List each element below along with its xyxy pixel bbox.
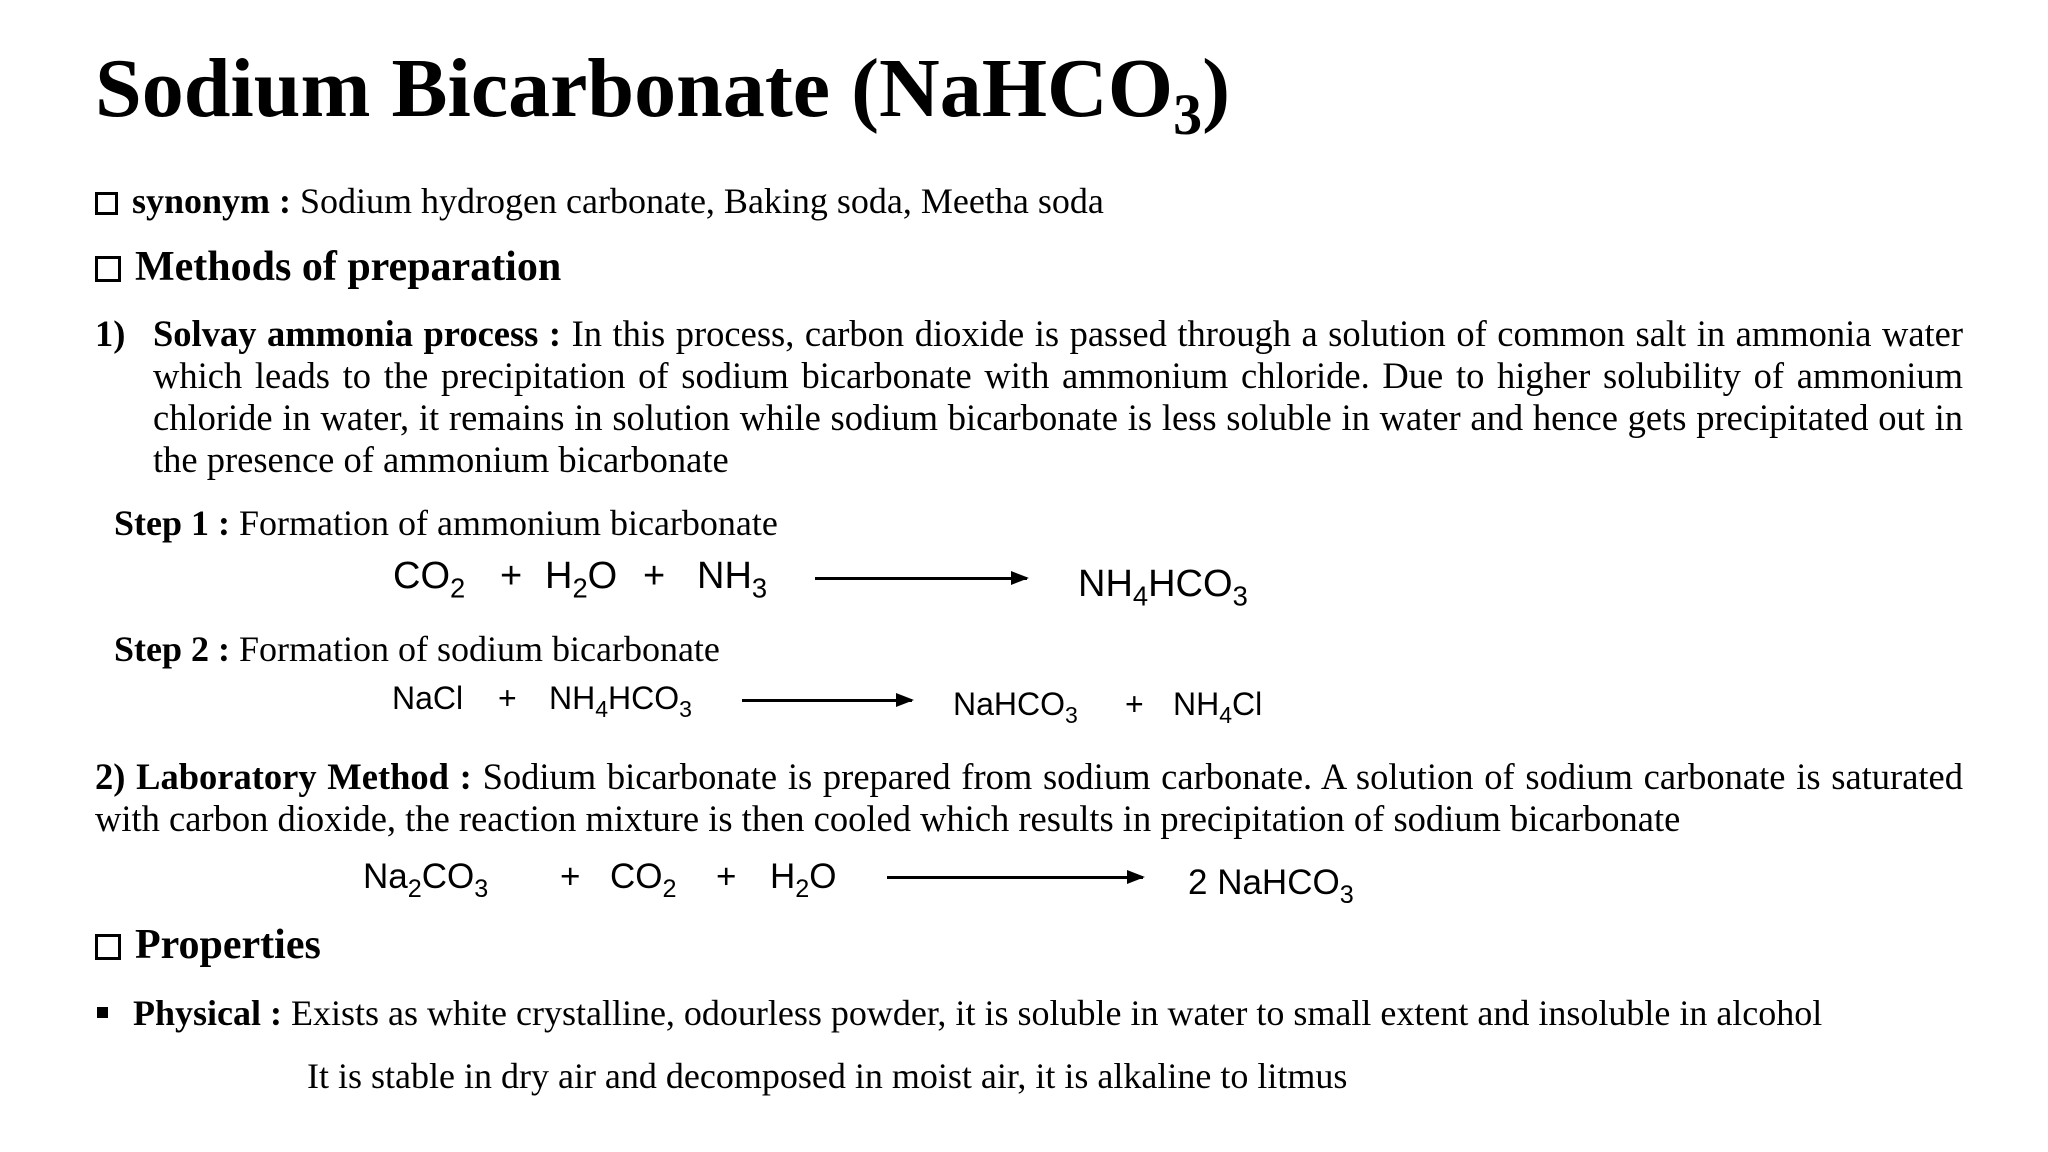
checkbox-bullet-icon [95, 934, 121, 960]
reaction-arrow-icon [815, 577, 1027, 580]
eq3-plus: + [560, 857, 581, 896]
eq1-reactant-h2o: $H_2O$ [545, 555, 618, 604]
eq1-plus: + [500, 555, 523, 597]
method-1-paragraph: Solvay ammonia process : In this process, carbon dioxide is passed through a solution of common salt in ammonia water which leads to the precipitation of sodium bicarbonate with ammonium chloride. Due to higher solubility of ammonium chloride in water, it remains in solution while sodium bicarbonate is less soluble in water and hence gets precipitated out in the presence of ammonium bicarbonate [153, 313, 1964, 480]
eq3-reactant-co2: $CO_2$ [610, 857, 677, 903]
eq1-product: $NH_4HCO_3$ [1078, 563, 1248, 612]
physical-properties-line-1: Physical : Exists as white crystalline, odourless powder, it is soluble in water to small extent and insoluble in alcohol [133, 993, 1823, 1033]
physical-properties-line-2: It is stable in dry air and decomposed in moist air, it is alkaline to litmus [307, 1056, 1348, 1096]
method-2-paragraph: 2) Laboratory Method : Sodium bicarbonate is prepared from sodium carbonate. A solution of sodium carbonate is saturated with carbon dioxide, the reaction mixture is then cooled which results in precipitation of sodium bicarbonate [95, 756, 1964, 839]
eq3-product: 2 NaHCO$_3$ [1188, 863, 1354, 909]
page-title: Sodium Bicarbonate (NaHCO$_3$) [95, 42, 1231, 147]
eq2-reactant-nh4hco3: $NH_4HCO_3$ [549, 680, 692, 723]
eq3-reactant-h2o: $H_2O$ [770, 857, 837, 903]
step-2: Step 2 : Formation of sodium bicarbonate [114, 629, 720, 669]
method-1-number: 1) [95, 313, 126, 354]
checkbox-bullet-icon [95, 192, 118, 215]
eq1-reactant-co2: $CO_2$ [393, 555, 466, 604]
eq2-plus: + [1125, 686, 1144, 722]
eq2-product-nahco3: NaHCO$_3$ [953, 686, 1078, 729]
eq1-reactant-nh3: $NH_3$ [697, 555, 768, 604]
eq2-product-nh4cl: $NH_4Cl$ [1173, 686, 1263, 729]
eq2-reactant-nacl: NaCl [392, 680, 464, 716]
reaction-arrow-icon [887, 876, 1143, 879]
square-bullet-icon [97, 1007, 108, 1018]
eq3-plus: + [716, 857, 737, 896]
step-1: Step 1 : Formation of ammonium bicarbonate [114, 503, 778, 543]
eq2-plus: + [498, 680, 517, 716]
methods-heading: Methods of preparation [95, 243, 561, 291]
checkbox-bullet-icon [95, 256, 121, 282]
synonym-line: synonym : Sodium hydrogen carbonate, Baking soda, Meetha soda [95, 180, 1104, 222]
properties-heading: Properties [95, 921, 321, 969]
reaction-arrow-icon [742, 699, 912, 702]
eq1-plus: + [643, 555, 666, 597]
eq3-reactant-na2co3: $Na_2CO_3$ [363, 857, 489, 903]
